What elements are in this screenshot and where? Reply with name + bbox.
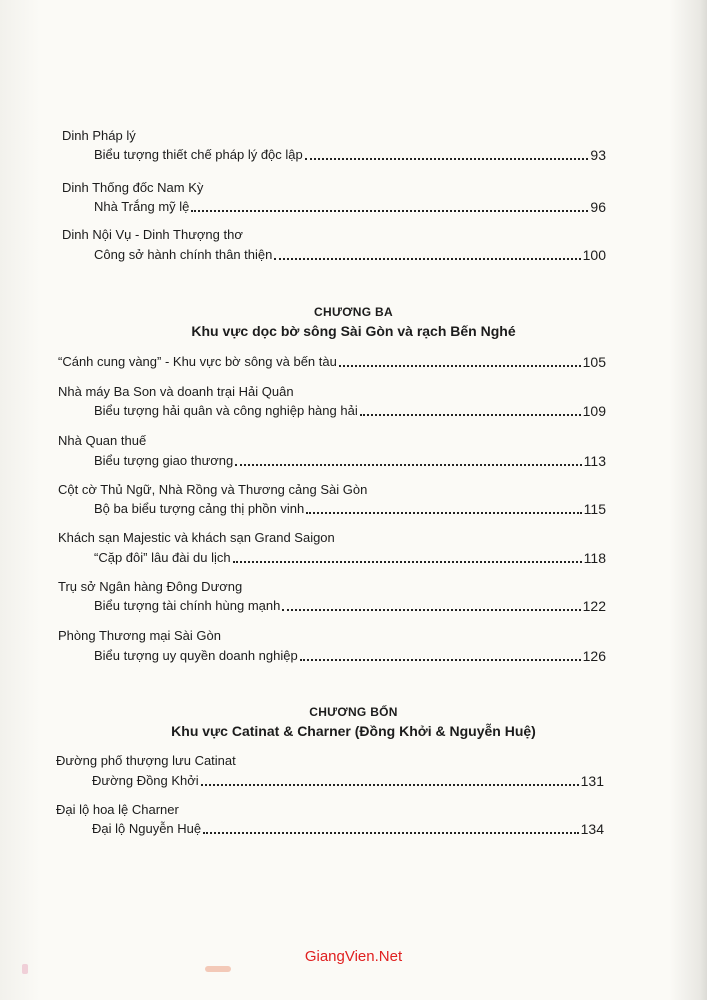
toc-entry-subtitle: Biểu tượng thiết chế pháp lý độc lập bbox=[94, 147, 303, 162]
toc-entry-title: Dinh Thống đốc Nam Kỳ bbox=[62, 180, 204, 195]
scan-artifact bbox=[22, 964, 28, 974]
scan-artifact bbox=[205, 966, 231, 972]
page-number: 100 bbox=[582, 247, 606, 263]
page-number: 126 bbox=[582, 648, 606, 664]
page-number: 122 bbox=[582, 598, 606, 614]
dot-leader bbox=[360, 414, 581, 416]
toc-entry-row[interactable] bbox=[94, 147, 606, 163]
page-number: 118 bbox=[583, 550, 606, 566]
page-number: 93 bbox=[590, 147, 606, 163]
toc-entry-row[interactable] bbox=[92, 773, 604, 789]
dot-leader bbox=[282, 609, 580, 611]
page-number: 105 bbox=[582, 354, 606, 370]
toc-entry-subtitle: Đại lộ Nguyễn Huệ bbox=[92, 821, 202, 836]
chapter-label: CHƯƠNG BỐN bbox=[309, 705, 398, 719]
page-number: 113 bbox=[583, 453, 606, 469]
chapter-title: Khu vực Catinat & Charner (Đồng Khởi & Nguyễn Huệ) bbox=[171, 723, 536, 739]
toc-entry-title: Cột cờ Thủ Ngữ, Nhà Rồng và Thương cảng Sài Gòn bbox=[58, 482, 368, 497]
toc-entry-row[interactable] bbox=[94, 598, 606, 614]
page-number: 109 bbox=[582, 403, 606, 419]
page-number: 134 bbox=[580, 821, 604, 837]
chapter-title: Khu vực dọc bờ sông Sài Gòn và rạch Bến Nghé bbox=[191, 323, 516, 339]
toc-entry-row[interactable] bbox=[94, 403, 606, 419]
toc-entry-row[interactable] bbox=[94, 550, 606, 566]
dot-leader bbox=[201, 784, 579, 786]
dot-leader bbox=[339, 365, 581, 367]
toc-entry-row[interactable] bbox=[94, 199, 606, 215]
toc-entry-subtitle: Đường Đồng Khởi bbox=[92, 773, 199, 788]
toc-entry-row[interactable] bbox=[58, 354, 606, 370]
toc-entry-subtitle: Biểu tượng giao thương bbox=[94, 453, 234, 468]
dot-leader bbox=[233, 561, 582, 563]
watermark-text: GiangVien.Net bbox=[304, 948, 403, 965]
toc-entry-subtitle: Bộ ba biểu tượng cảng thị phồn vinh bbox=[94, 501, 305, 516]
toc-entry-title: Đường phố thượng lưu Catinat bbox=[56, 753, 236, 768]
page-number: 96 bbox=[590, 199, 606, 215]
toc-entry-title: Nhà Quan thuế bbox=[58, 433, 147, 448]
toc-entry-subtitle: Biểu tượng tài chính hùng mạnh bbox=[94, 598, 281, 613]
toc-entry-subtitle: “Cánh cung vàng” - Khu vực bờ sông và bến tàu bbox=[58, 354, 337, 369]
toc-entry-title: Dinh Nội Vụ - Dinh Thượng thơ bbox=[62, 227, 243, 242]
toc-entry-title: Trụ sở Ngân hàng Đông Dương bbox=[58, 579, 243, 594]
page-number: 131 bbox=[580, 773, 604, 789]
page-number: 115 bbox=[583, 501, 606, 517]
dot-leader bbox=[300, 659, 581, 661]
toc-entry-title: Dinh Pháp lý bbox=[62, 128, 136, 143]
toc-entry-title: Đại lộ hoa lệ Charner bbox=[56, 802, 179, 817]
toc-entry-row[interactable] bbox=[94, 453, 606, 469]
toc-entry-title: Phòng Thương mại Sài Gòn bbox=[58, 628, 221, 643]
toc-entry-row[interactable] bbox=[92, 821, 604, 837]
dot-leader bbox=[306, 512, 581, 514]
dot-leader bbox=[191, 210, 588, 212]
toc-entry-title: Khách sạn Majestic và khách sạn Grand Saigon bbox=[58, 530, 335, 545]
toc-entry-subtitle: Biểu tượng uy quyền doanh nghiệp bbox=[94, 648, 298, 663]
toc-entry-title: Nhà máy Ba Son và doanh trại Hải Quân bbox=[58, 384, 294, 399]
dot-leader bbox=[274, 258, 580, 260]
toc-entry-subtitle: Công sở hành chính thân thiện bbox=[94, 247, 273, 262]
toc-entry-subtitle: “Cặp đôi” lâu đài du lịch bbox=[94, 550, 231, 565]
toc-entry-row[interactable] bbox=[94, 648, 606, 664]
toc-entry-subtitle: Nhà Trắng mỹ lệ bbox=[94, 199, 190, 214]
dot-leader bbox=[235, 464, 581, 466]
toc-entry-row[interactable] bbox=[94, 501, 606, 517]
toc-entry-subtitle: Biểu tượng hải quân và công nghiệp hàng hải bbox=[94, 403, 358, 418]
dot-leader bbox=[305, 158, 589, 160]
dot-leader bbox=[203, 832, 579, 834]
chapter-label: CHƯƠNG BA bbox=[314, 305, 393, 319]
toc-entry-row[interactable] bbox=[94, 247, 606, 263]
